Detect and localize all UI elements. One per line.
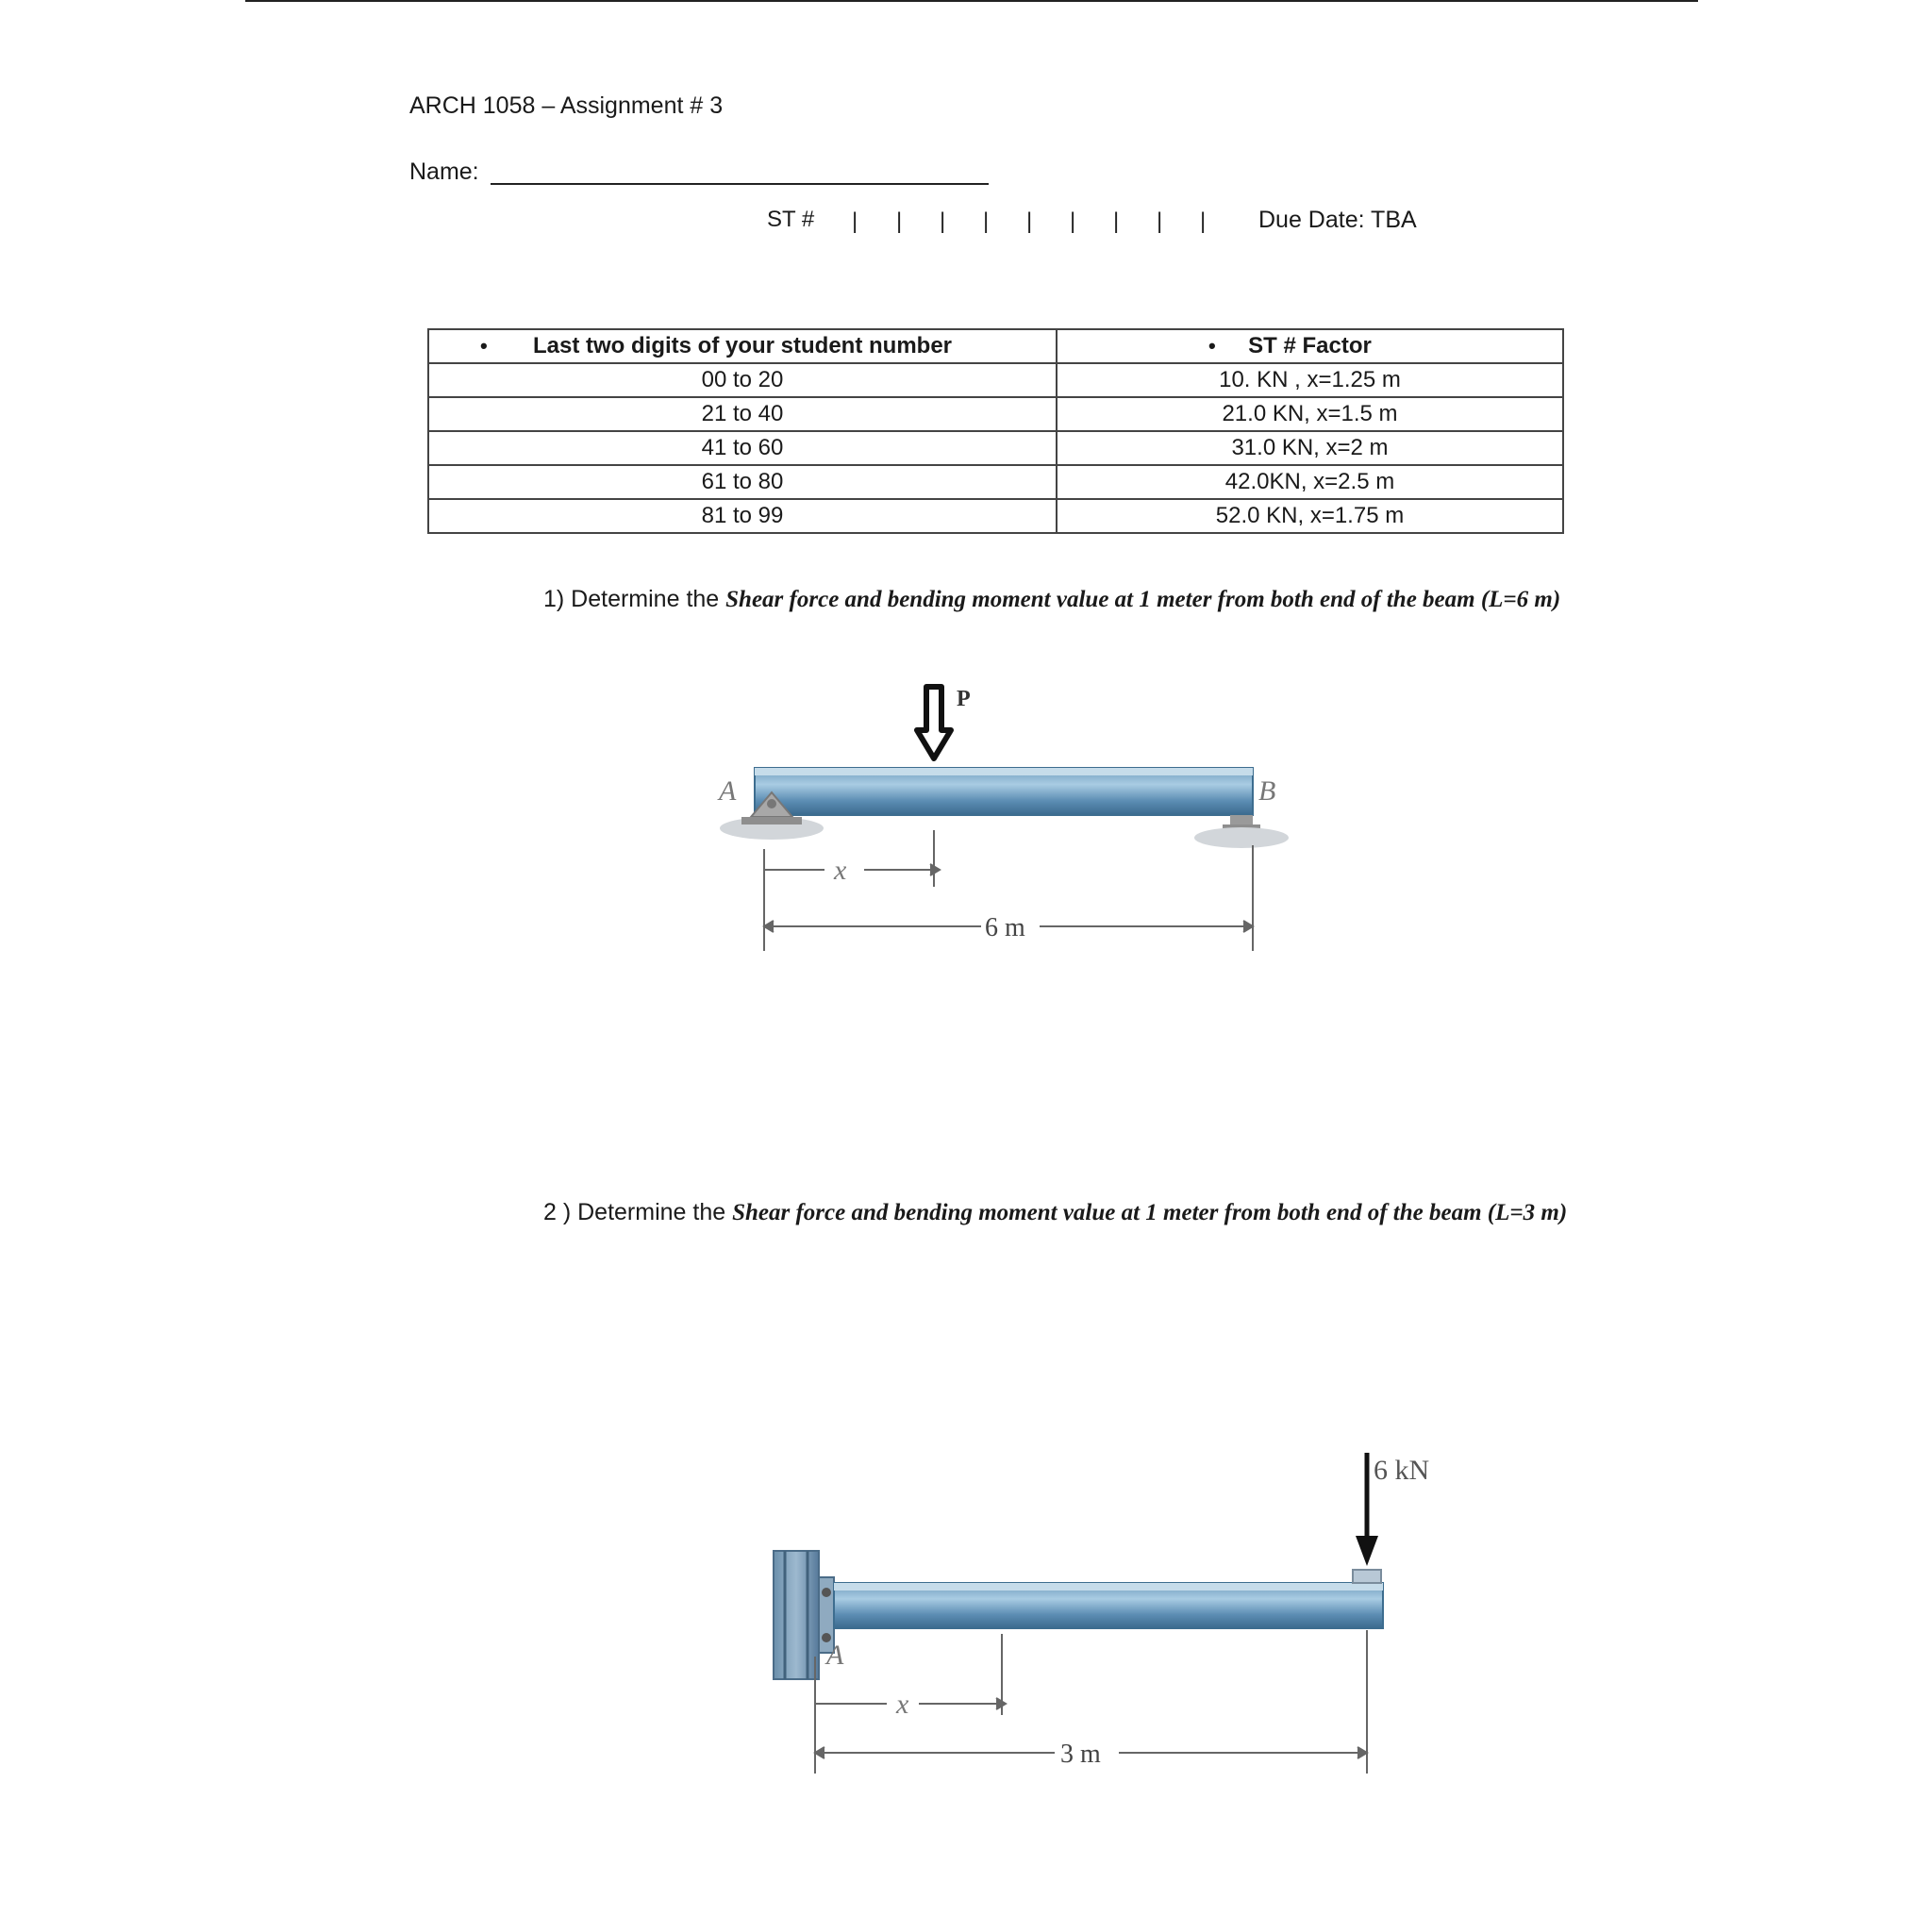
digit-separator: | [983, 208, 990, 234]
range-cell: 41 to 60 [428, 431, 1057, 465]
bullet: • [1208, 334, 1216, 358]
support-label-b: B [1258, 775, 1276, 807]
range-cell: 61 to 80 [428, 465, 1057, 499]
due-date: Due Date: TBA [1258, 207, 1417, 233]
digit-separator: | [940, 208, 946, 234]
load-label-6kn: 6 kN [1374, 1455, 1430, 1486]
digit-separator: | [852, 208, 858, 234]
dimension-x-1 [764, 830, 940, 951]
support-label-a: A [719, 775, 737, 807]
question-1-prefix: 1) Determine the [543, 586, 720, 612]
support-label-a-2: A [826, 1640, 844, 1671]
range-cell: 21 to 40 [428, 397, 1057, 431]
digit-separator: | [896, 208, 903, 234]
digit-separator: | [1200, 208, 1207, 234]
factor-cell: 10. KN , x=1.25 m [1057, 363, 1563, 397]
digit-separator: | [1026, 208, 1033, 234]
name-label: Name: [409, 158, 479, 185]
col1-header-text: Last two digits of your student number [533, 333, 952, 358]
digit-separator: | [1070, 208, 1076, 234]
question-2-emphasis: Shear force and bending moment value at 1 meter from both end of the beam (L=3 m) [732, 1200, 1568, 1225]
figure-2-cantilever-beam [774, 1453, 1429, 1774]
factor-cell: 21.0 KN, x=1.5 m [1057, 397, 1563, 431]
roller-support-b [1194, 815, 1289, 848]
bullet: • [480, 334, 488, 358]
assignment-title: ARCH 1058 – Assignment # 3 [409, 92, 724, 119]
dimension-x-label-1: x [834, 855, 847, 886]
load-plate [1353, 1570, 1381, 1583]
figure-1-simply-supported-beam [717, 687, 1289, 951]
dimension-x-label-2: x [896, 1689, 909, 1720]
factor-cell: 42.0KN, x=2.5 m [1057, 465, 1563, 499]
digit-separator: | [1157, 208, 1163, 234]
col2-header-text: ST # Factor [1248, 333, 1372, 358]
beam-1-top-flange [755, 768, 1253, 775]
student-number-label: ST # [767, 207, 815, 232]
load-arrow-p [917, 687, 951, 758]
question-1-emphasis: Shear force and bending moment value at 1 meter from both end of the beam (L=6 m) [725, 587, 1561, 612]
beam-2-top-flange [834, 1583, 1383, 1591]
range-cell: 81 to 99 [428, 499, 1057, 533]
question-2-prefix: 2 ) Determine the [543, 1199, 726, 1225]
dimension-span-label-2: 3 m [1060, 1740, 1101, 1769]
factor-cell: 52.0 KN, x=1.75 m [1057, 499, 1563, 533]
fixed-support-wall [774, 1551, 834, 1679]
digit-separator: | [1113, 208, 1120, 234]
factor-cell: 31.0 KN, x=2 m [1057, 431, 1563, 465]
range-cell: 00 to 20 [428, 363, 1057, 397]
dimension-span-label-1: 6 m [985, 913, 1025, 942]
load-label-p: P [957, 687, 971, 711]
